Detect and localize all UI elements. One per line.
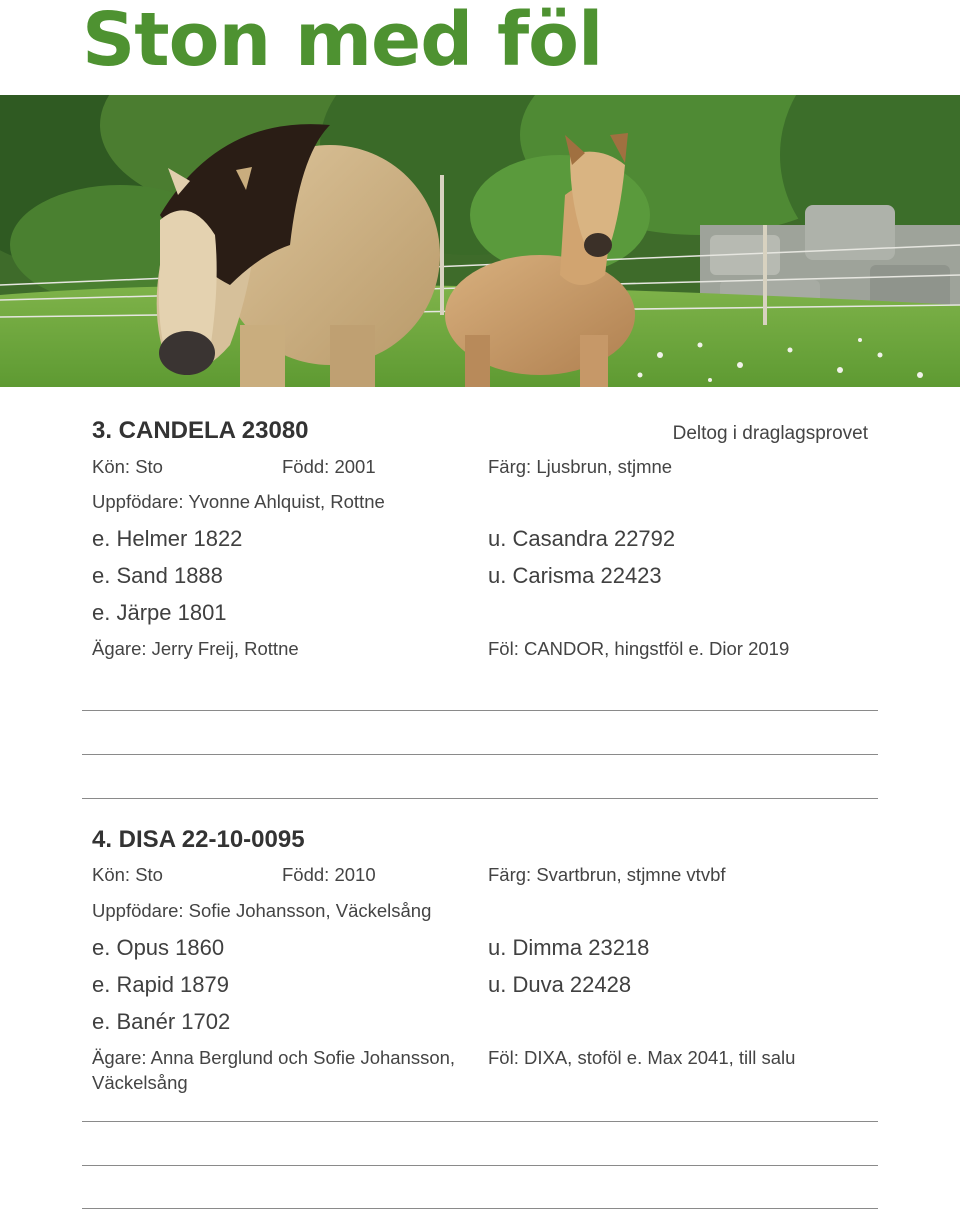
page-title: Ston med föl: [82, 0, 603, 83]
sire-line: e. Sand 1888: [92, 563, 223, 588]
note-line: [82, 754, 878, 755]
sire-line: e. Järpe 1801: [92, 600, 227, 625]
color-field: Färg: Ljusbrun, stjmne: [488, 456, 673, 477]
dam-line: u. Casandra 22792: [488, 526, 676, 551]
mare-and-foal-photo: [0, 95, 960, 387]
note-line: [82, 798, 878, 799]
owner-field: Ägare: Jerry Freij, Rottne: [92, 638, 299, 659]
birth-year-field: Född: 2001: [282, 456, 376, 477]
horse-name-heading: 4. DISA 22-10-0095: [92, 826, 305, 853]
dam-line: u. Duva 22428: [488, 972, 632, 997]
note-line: [82, 710, 878, 711]
sire-line: e. Banér 1702: [92, 1009, 231, 1034]
sire-line: e. Rapid 1879: [92, 972, 229, 997]
birth-year-field: Född: 2010: [282, 864, 376, 885]
owner-field-continued: Väckelsång: [92, 1072, 188, 1093]
breeder-field: Uppfödare: Sofie Johansson, Väckelsång: [92, 900, 432, 921]
owner-field: Ägare: Anna Berglund och Sofie Johansson,: [92, 1047, 456, 1068]
note-line: [82, 1208, 878, 1209]
breeder-field: Uppfödare: Yvonne Ahlquist, Rottne: [92, 491, 385, 512]
horse-name-heading: 3. CANDELA 23080: [92, 417, 309, 444]
color-field: Färg: Svartbrun, stjmne vtvbf: [488, 864, 726, 885]
sex-field: Kön: Sto: [92, 864, 163, 885]
sire-line: e. Helmer 1822: [92, 526, 243, 551]
sire-line: e. Opus 1860: [92, 935, 225, 960]
sex-field: Kön: Sto: [92, 456, 163, 477]
foal-field: Föl: DIXA, stoföl e. Max 2041, till salu: [488, 1047, 796, 1068]
note-line: [82, 1165, 878, 1166]
competition-note: Deltog i draglagsprovet: [672, 423, 868, 444]
note-line: [82, 1121, 878, 1122]
dam-line: u. Carisma 22423: [488, 563, 662, 588]
dam-line: u. Dimma 23218: [488, 935, 650, 960]
foal-field: Föl: CANDOR, hingstföl e. Dior 2019: [488, 638, 790, 659]
